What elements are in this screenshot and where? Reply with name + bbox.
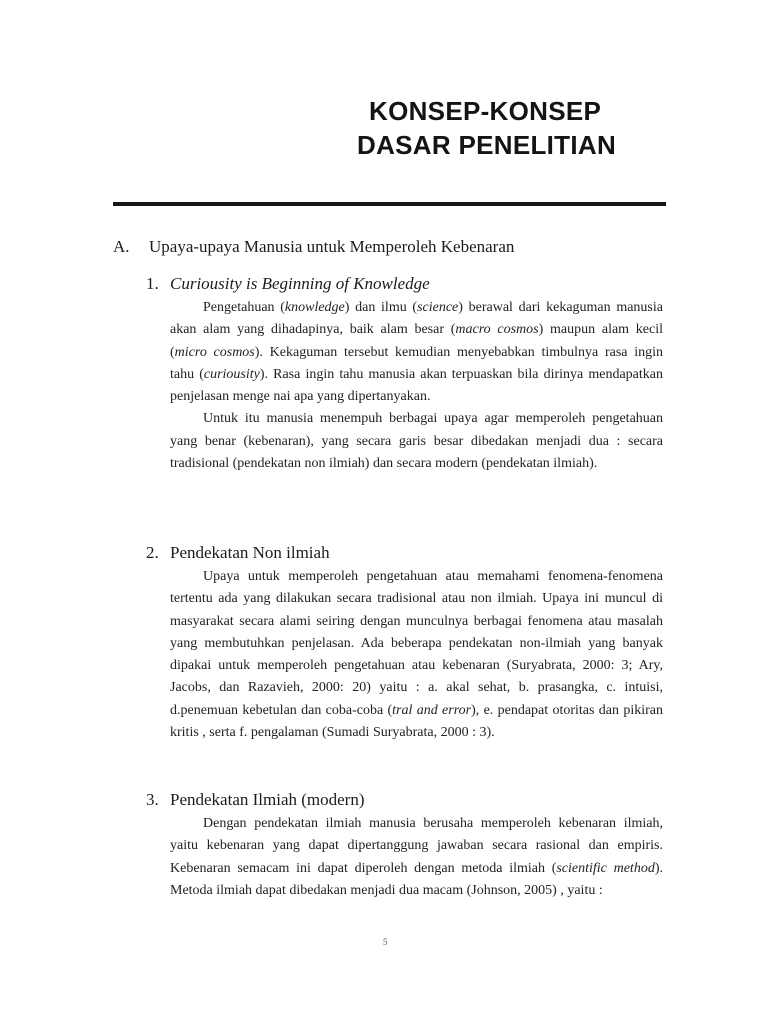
text-run: ) maupun alam kecil ( [170, 322, 663, 360]
sub1-paragraph-2: Untuk itu manusia menempuh berbagai upaya agar memperoleh pengetahuan yang benar (kebenaran), yang secara garis besar dibedakan menjadi dua : secara tradisional (pendekatan non ilmiah) dan secara modern (pendekatan ilmiah). [170, 411, 663, 472]
section-a-heading [113, 237, 514, 257]
page-title [357, 94, 616, 162]
title-line-2: DASAR PENELITIAN [357, 130, 617, 160]
sub1-heading [146, 274, 430, 294]
sub3-number: 3. [146, 790, 159, 809]
text-run-italic: tral and error [392, 702, 472, 718]
sub2-title: Pendekatan Non ilmiah [170, 543, 330, 562]
page-number: 5 [383, 937, 388, 947]
text-run-italic: micro cosmos [174, 344, 255, 360]
text-run: ). Rasa ingin tahu manusia akan terpuaskan bila dirinya mendapatkan penjelasan menge nai apa yang dipertanyakan. [170, 366, 663, 405]
title-divider [113, 202, 666, 206]
text-run-italic: scientific method [556, 860, 655, 876]
text-run-italic: curiousity [203, 366, 260, 382]
section-a-letter: A. [113, 237, 130, 256]
sub2-body [170, 566, 663, 744]
sub1-number: 1. [146, 274, 159, 293]
text-run-italic: science [417, 300, 459, 315]
sub1-paragraph-1 [170, 297, 663, 408]
text-run: Dengan pendekatan ilmiah manusia berusaha memperoleh kebenaran ilmiah, yaitu kebenaran yang dapat dipertanggung jawaban secara rasional dan empiris. Kebenaran semacam ini dapat diperoleh dengan metoda ilmiah ( [170, 816, 663, 876]
text-run: ) berawal dari kekaguman manusia akan alam yang dihadapinya, baik alam besar ( [170, 300, 663, 338]
text-run: ). Metoda ilmiah dapat dibedakan menjadi dua macam (Johnson, 2005) , yaitu : [170, 860, 663, 898]
section-a-title: Upaya-upaya Manusia untuk Memperoleh Kebenaran [149, 237, 515, 256]
title-line-1: KONSEP-KONSEP [369, 96, 602, 126]
text-run: Upaya untuk memperoleh pengetahuan atau memahami fenomena-fenomena tertentu ada yang dilakukan secara tradisional atau non ilmiah. Upaya ini muncul di masyarakat secara alami seiring dengan munculnya berbagai fenomena atau masalah yang membutuhkan penjelasan. Ada beberapa pendekatan non-ilmiah yang banyak dipakai untuk memperoleh pengetahuan atau kebenaran (Suryabrata, 2000: 3; Ary, Jacobs, dan Razavieh, 2000: 20) yaitu : a. akal sehat, b. prasangka, c. intuisi, d.penemuan kebetulan dan coba-coba ( [170, 569, 663, 718]
sub3-body [170, 813, 663, 902]
text-run: ) dan ilmu ( [344, 300, 418, 315]
sub2-heading [146, 543, 330, 563]
text-run: ). Kekaguman tersebut kemudian menyebabkan timbulnya rasa ingin tahu ( [170, 344, 663, 382]
text-run: ), e. pendapat otoritas dan pikiran kritis , serta f. pengalaman (Sumadi Suryabrata, 2000 : 3). [170, 702, 663, 741]
sub1-title: Curiousity is Beginning of Knowledge [170, 274, 430, 293]
text-run-italic: knowledge [284, 300, 345, 315]
sub3-heading [146, 790, 365, 810]
text-run-italic: macro cosmos [455, 322, 539, 338]
sub3-paragraph-1 [170, 813, 663, 902]
sub3-title: Pendekatan Ilmiah (modern) [170, 790, 365, 809]
sub2-paragraph-1 [170, 566, 663, 744]
text-run: Pengetahuan ( [203, 300, 285, 315]
sub2-number: 2. [146, 543, 159, 562]
sub1-body [170, 297, 663, 475]
